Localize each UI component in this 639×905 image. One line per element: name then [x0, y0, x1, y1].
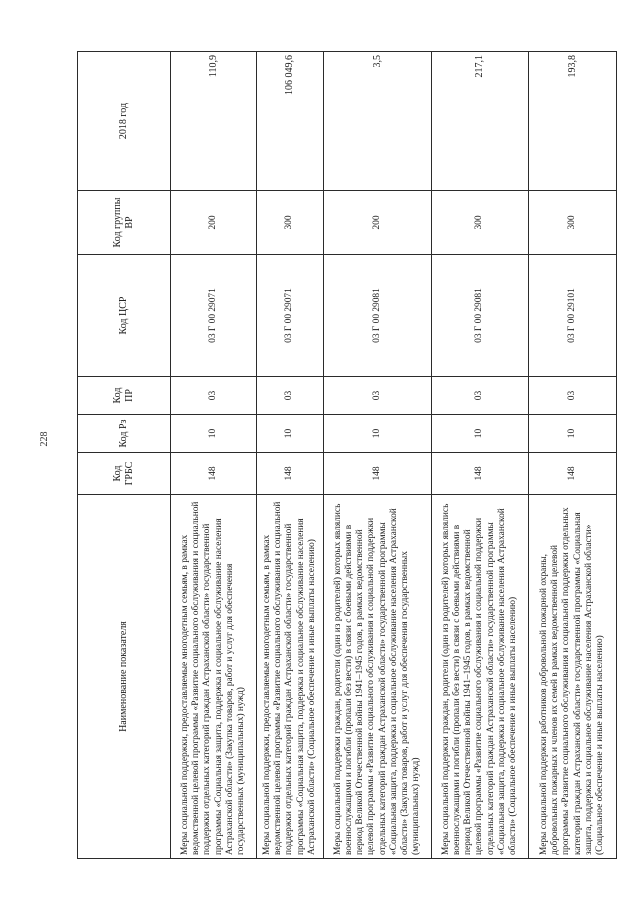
row-rz: 10	[432, 415, 529, 453]
row-grbs: 148	[324, 453, 432, 495]
row-vr: 200	[171, 191, 257, 255]
table-row	[171, 52, 257, 859]
row-amount: 217,1	[432, 52, 529, 191]
row-csr: 03 Г 00 29101	[529, 255, 617, 377]
row-name: Меры социальной поддержки, предоставляемые многодетным семьям, в рамках ведомственной целевой программы «Развитие социального обслуживания и социальной поддержки отдельных категорий граждан Астраханской области» государственной программы «Социальная защита, поддержка и социальное обслуживание населения Астраханской области» (Закупка товаров, работ и услуг для обеспечения государственных (муниципальных) нужд)	[171, 495, 257, 859]
row-rz: 10	[171, 415, 257, 453]
header-year: 2018 год	[78, 52, 171, 191]
row-grbs: 148	[257, 453, 324, 495]
table-row	[432, 52, 529, 859]
row-amount: 110,9	[171, 52, 257, 191]
header-rz: Код Рз	[78, 415, 171, 453]
header-csr: Код ЦСР	[78, 255, 171, 377]
row-name: Меры социальной поддержки работников добровольной пожарной охраны, добровольных пожарных и членов их семей в рамках ведомственной целевой программы «Развитие социального обслуживания и социальной поддержки отдельных категорий граждан Астраханской области» государственной программы «Социальная защита, поддержка и социальное обслуживание населения Астраханской области» (Социальное обеспечение и иные выплаты населению)	[529, 495, 617, 859]
row-grbs: 148	[432, 453, 529, 495]
header-pr: Код ПР	[78, 377, 171, 415]
row-pr: 03	[171, 377, 257, 415]
row-name: Меры социальной поддержки граждан, родители (один из родителей) которых являлись военнослужащими и погибли (пропали без вести) в связи с боевыми действиями в период Великой Отечественной войны 1941–1945 годов, в рамках ведомственной целевой программы «Развитие социального обслуживания и социальной поддержки отдельных категорий граждан Астраханской области» государственной программы «Социальная защита, поддержка и социальное обслуживание населения Астраханской области» (Социальное обеспечение и иные выплаты населению)	[432, 495, 529, 859]
row-rz: 10	[257, 415, 324, 453]
row-vr: 200	[324, 191, 432, 255]
row-rz: 10	[324, 415, 432, 453]
row-amount: 106 049,6	[257, 52, 324, 191]
row-vr: 300	[432, 191, 529, 255]
budget-table	[77, 51, 617, 859]
row-vr: 300	[529, 191, 617, 255]
row-csr: 03 Г 00 29081	[432, 255, 529, 377]
page-number: 228	[39, 431, 50, 447]
table-header-row	[78, 52, 171, 859]
row-amount: 3,5	[324, 52, 432, 191]
row-pr: 03	[432, 377, 529, 415]
row-grbs: 148	[171, 453, 257, 495]
row-name: Меры социальной поддержки, предоставляемые многодетным семьям, в рамках ведомственной целевой программы «Развитие социального обслуживания и социальной поддержки отдельных категорий граждан Астраханской области» государственной программы «Социальная защита, поддержка и социальное обслуживание населения Астраханской области» (Социальное обеспечение и иные выплаты населению)	[257, 495, 324, 859]
row-name: Меры социальной поддержки граждан, родители (один из родителей) которых являлись военнослужащими и погибли (пропали без вести) в связи с боевыми действиями в период Великой Отечественной войны 1941–1945 годов, в рамках ведомственной целевой программы «Развитие социального обслуживания и социальной поддержки отдельных категорий граждан Астраханской области» государственной программы «Социальная защита, поддержка и социальное обслуживание населения Астраханской области» (Закупка товаров, работ и услуг для обеспечения государственных (муниципальных) нужд)	[324, 495, 432, 859]
row-grbs: 148	[529, 453, 617, 495]
row-pr: 03	[529, 377, 617, 415]
header-name: Наименование показателя	[78, 495, 171, 859]
rotated-page-content	[77, 52, 605, 859]
row-pr: 03	[324, 377, 432, 415]
row-csr: 03 Г 00 29081	[324, 255, 432, 377]
rotated-table-container	[77, 52, 605, 859]
table-row	[257, 52, 324, 859]
row-amount: 193,8	[529, 52, 617, 191]
header-grbs: Код ГРБС	[78, 453, 171, 495]
table-row	[324, 52, 432, 859]
row-csr: 03 Г 00 29071	[257, 255, 324, 377]
header-vr: Код группы ВР	[78, 191, 171, 255]
row-rz: 10	[529, 415, 617, 453]
row-pr: 03	[257, 377, 324, 415]
table-row	[529, 52, 617, 859]
row-csr: 03 Г 00 29071	[171, 255, 257, 377]
row-vr: 300	[257, 191, 324, 255]
